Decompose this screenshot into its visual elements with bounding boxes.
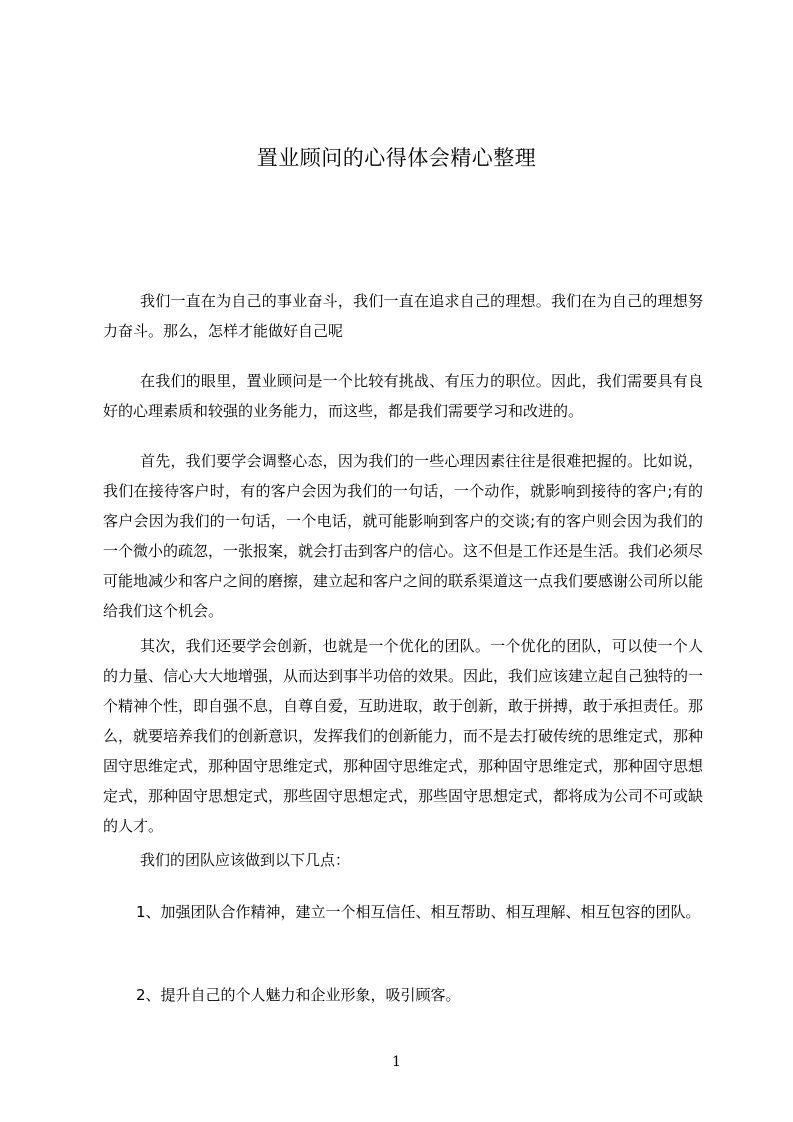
paragraph-innovation: 其次，我们还要学会创新，也就是一个优化的团队。一个优化的团队，可以使一个人的力量、信心大大地增强，从而达到事半功倍的效果。因此，我们应该建立起自己独特的一个精神个性，即自强不息，自尊自爱，互助进取，敢于创新，敢于拼搏，敢于承担责任。那么，就要培养我们的创新意识，发挥我们的创新能力，而不是去打破传统的思维定式，那种固守思维定式，那种固守思维定式，那种固守思维定式，那种固守思维定式，那种固守思想定式，那种固守思想定式，那些固守思想定式，那些固守思想定式，都将成为公司不可或缺的人才。 (103, 637, 704, 835)
document-title: 置业顾问的心得体会精心整理 (256, 146, 537, 170)
list-item-teamwork: 1、加强团队合作精神，建立一个相互信任、相互帮助、相互理解、相互包容的团队。 (136, 903, 701, 921)
paragraph-adjust-mindset: 首先，我们要学会调整心态，因为我们的一些心理因素往往是很难把握的。比如说，我们在接待客户时，有的客户会因为我们的一句话，一个动作，就影响到接待的客户;有的客户会因为我们的一句话，一个电话，就可能影响到客户的交谈;有的客户则会因为我们的一个微小的疏忽，一张报案，就会打击到客户的信心。这不但是工作还是生活。我们必须尽可能地减少和客户之间的磨擦，建立起和客户之间的联系渠道这一点我们要感谢公司所以能给我们这个机会。 (103, 452, 704, 620)
paragraph-team-points-heading: 我们的团队应该做到以下几点： (140, 851, 351, 869)
paragraph-role-challenge: 在我们的眼里，置业顾问是一个比较有挑战、有压力的职位。因此，我们需要具有良好的心理素质和较强的业务能力，而这些，都是我们需要学习和改进的。 (103, 372, 703, 420)
paragraph-intro: 我们一直在为自己的事业奋斗，我们一直在追求自己的理想。我们在为自己的理想努力奋斗。那么，怎样才能做好自己呢 (103, 292, 703, 340)
page-number: 1 (392, 1054, 401, 1070)
list-item-personal-charm: 2、提升自己的个人魅力和企业形象，吸引顾客。 (136, 986, 461, 1004)
